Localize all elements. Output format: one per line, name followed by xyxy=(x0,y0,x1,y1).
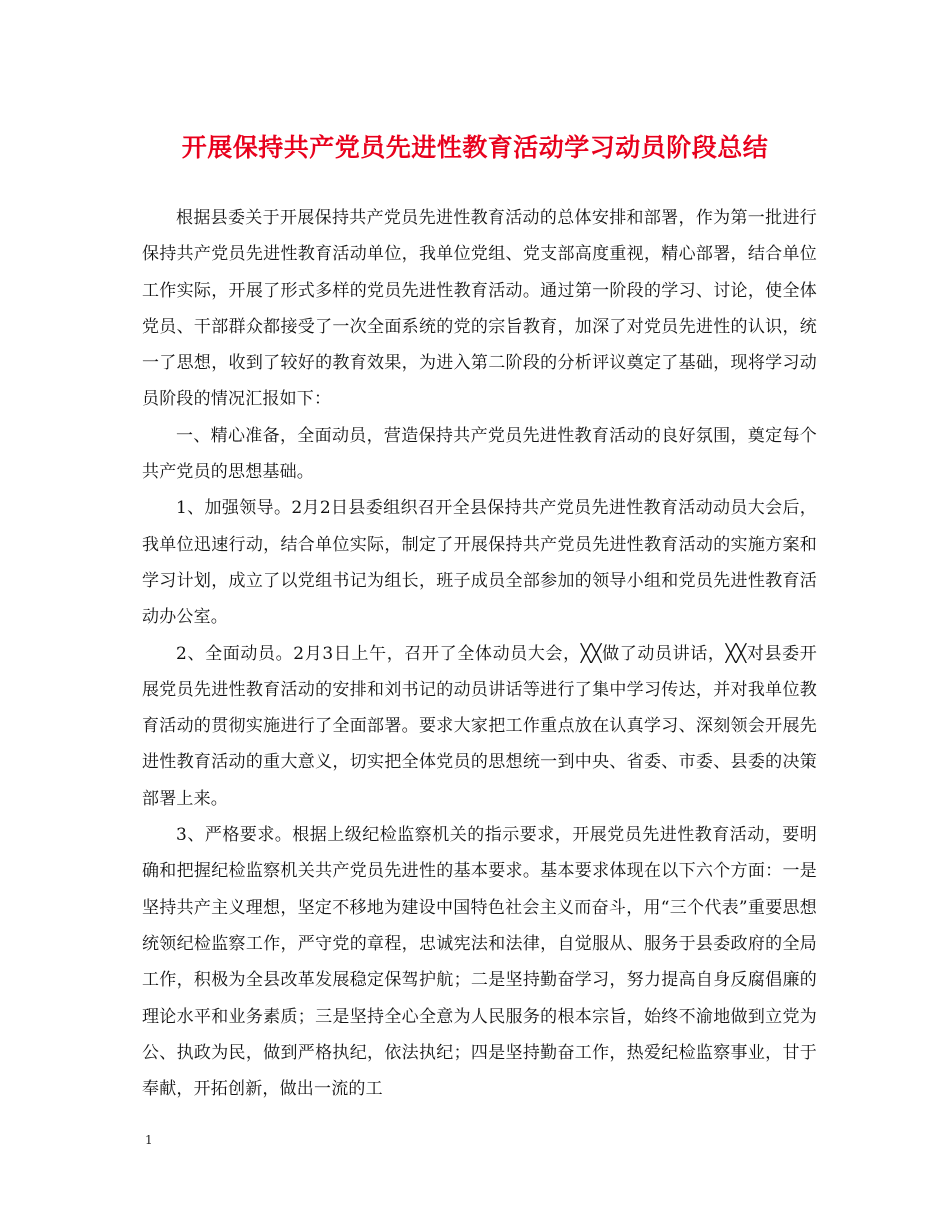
page-number: 1 xyxy=(145,1133,153,1147)
document-body xyxy=(142,200,817,1107)
document-title: 开展保持共产党员先进性教育活动学习动员阶段总结 xyxy=(181,133,769,162)
paragraph-item-3-requirements: 3、严格要求。根据上级纪检监察机关的指示要求，开展党员先进性教育活动，要明确和把握纪检监察机关共产党员先进性的基本要求。基本要求体现在以下六个方面：一是坚持共产主义理想，坚定不移地为建设中国特色社会主义而奋斗，用“三个代表”重要思想统领纪检监察工作，严守党的章程，忠诚宪法和法律，自觉服从、服务于县委政府的全局工作，积极为全县改革发展稳定保驾护航；二是坚持勤奋学习，努力提高自身反腐倡廉的理论水平和业务素质；三是坚持全心全意为人民服务的根本宗旨，始终不渝地做到立党为公、执政为民，做到严格执纪，依法执纪；四是坚持勤奋工作，热爱纪检监察事业，甘于奉献，开拓创新，做出一流的工 xyxy=(142,825,817,1100)
paragraph-item-2-mobilization: 2、全面动员。2月3日上午，召开了全体动员大会，╳╳做了动员讲话，╳╳对县委开展党员先进性教育活动的安排和刘书记的动员讲话等进行了集中学习传达，并对我单位教育活动的贯彻实施进行了全面部署。要求大家把工作重点放在认真学习、深刻领会开展先进性教育活动的重大意义，切实把全体党员的思想统一到中央、省委、市委、县委的决策部署上来。 xyxy=(142,643,817,809)
paragraph-intro: 根据县委关于开展保持共产党员先进性教育活动的总体安排和部署，作为第一批进行保持共产党员先进性教育活动单位，我单位党组、党支部高度重视，精心部署，结合单位工作实际，开展了形式多样的党员先进性教育活动。通过第一阶段的学习、讨论，使全体党员、干部群众都接受了一次全面系统的党的宗旨教育，加深了对党员先进性的认识，统一了思想，收到了较好的教育效果，为进入第二阶段的分析评议奠定了基础，现将学习动员阶段的情况汇报如下： xyxy=(142,208,817,410)
paragraph-section-1-heading: 一、精心准备，全面动员，营造保持共产党员先进性教育活动的良好氛围，奠定每个共产党员的思想基础。 xyxy=(142,425,817,483)
paragraph-item-1-leadership: 1、加强领导。2月2日县委组织召开全县保持共产党员先进性教育活动动员大会后，我单位迅速行动，结合单位实际，制定了开展保持共产党员先进性教育活动的实施方案和学习计划，成立了以党组书记为组长，班子成员全部参加的领导小组和党员先进性教育活动办公室。 xyxy=(142,498,817,628)
